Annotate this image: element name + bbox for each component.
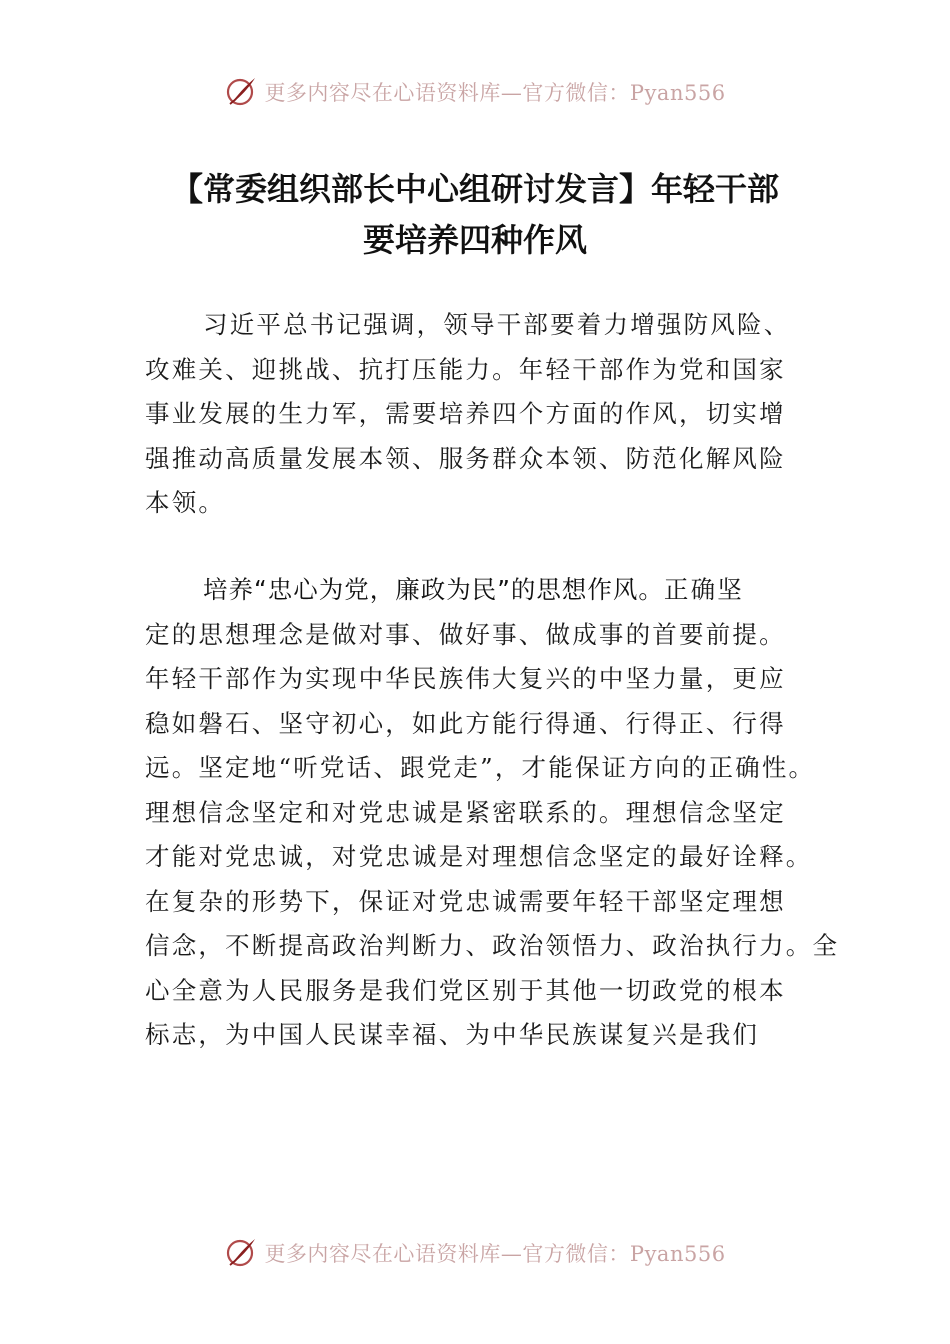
paragraph-line: 才能对党忠诚，对党忠诚是对理想信念坚定的最好诠释。 — [145, 842, 813, 871]
watermark-text: 更多内容尽在心语资料库—官方微信：Pyan556 — [264, 81, 726, 105]
paragraph-ideology — [145, 568, 840, 1058]
paragraph-line: 本领。 — [145, 488, 226, 517]
paragraph-line: 信念，不断提高政治判断力、政治领悟力、政治执行力。全 — [145, 931, 840, 960]
header-watermark — [0, 70, 950, 114]
title-line-2: 要培养四种作风 — [362, 221, 587, 259]
paragraph-line: 理想信念坚定和对党忠诚是紧密联系的。理想信念坚定 — [145, 797, 786, 827]
paragraph-line: 远。坚定地“听党话、跟党走”，才能保证方向的正确性。 — [145, 753, 816, 782]
paragraph-line: 攻难关、迎挑战、抗打压能力。年轻干部作为党和国家 — [145, 354, 786, 384]
paragraph-intro — [145, 303, 815, 526]
paragraph-line: 标志，为中国人民谋幸福、为中华民族谋复兴是我们 — [145, 1020, 760, 1049]
section-heading: 培养“忠心为党，廉政为民”的思想作风。 — [203, 575, 664, 604]
paragraph-line: 强推动高质量发展本领、服务群众本领、防范化解风险 — [145, 443, 786, 473]
paragraph-line: 定的思想理念是做对事、做好事、做成事的首要前提。 — [145, 619, 786, 649]
quill-logo-icon — [224, 1236, 258, 1270]
paragraph-line: 稳如磐石、坚守初心，如此方能行得通、行得正、行得 — [145, 708, 786, 738]
watermark-text: 更多内容尽在心语资料库—官方微信：Pyan556 — [264, 1242, 726, 1266]
paragraph-line: 事业发展的生力军，需要培养四个方面的作风，切实增 — [145, 399, 786, 428]
paragraph-first-line — [145, 568, 815, 613]
paragraph-line-rest: 正确坚 — [663, 575, 744, 604]
title-line-1: 【常委组织部长中心组研讨发言】年轻干部 — [170, 170, 779, 208]
paragraph-line: 在复杂的形势下，保证对党忠诚需要年轻干部坚定理想 — [145, 886, 786, 916]
quill-logo-icon — [224, 75, 258, 109]
document-title — [0, 164, 950, 266]
paragraph-line: 年轻干部作为实现中华民族伟大复兴的中坚力量，更应 — [145, 664, 786, 693]
footer-watermark — [0, 1231, 950, 1275]
paragraph-line: 习近平总书记强调，领导干部要着力增强防风险、 — [203, 310, 791, 339]
paragraph-line: 心全意为人民服务是我们党区别于其他一切政党的根本 — [145, 975, 786, 1005]
